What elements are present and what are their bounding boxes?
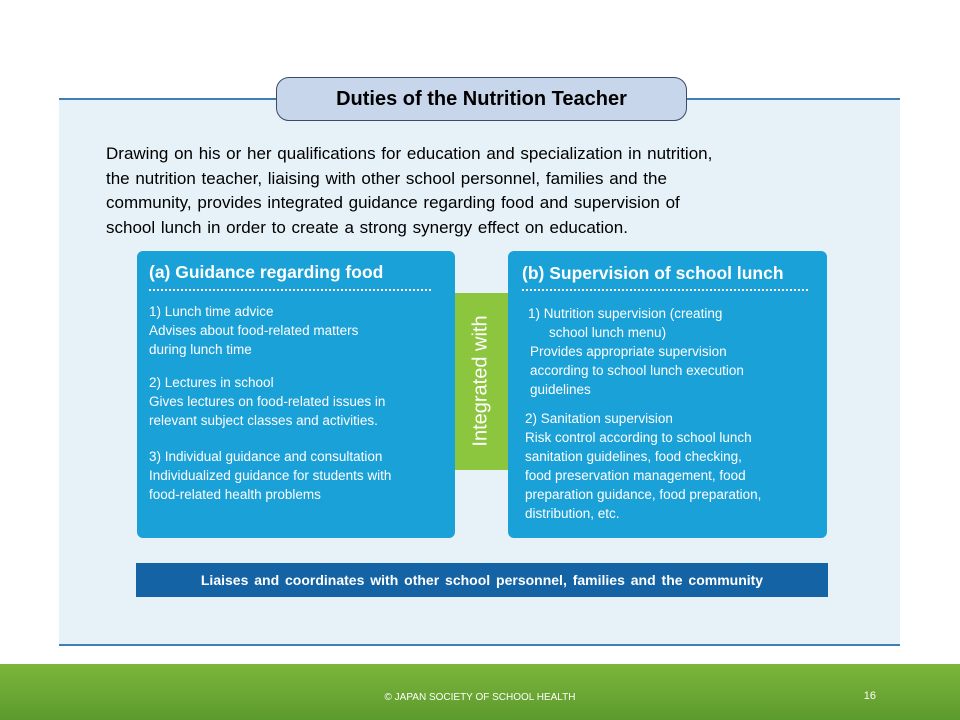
item-heading: 1) Nutrition supervision (creating xyxy=(528,306,723,321)
item-heading: 2) Sanitation supervision xyxy=(525,411,673,426)
intro-paragraph xyxy=(106,142,866,240)
page-number: 16 xyxy=(863,690,876,702)
copyright-text: © JAPAN SOCIETY OF SCHOOL HEALTH xyxy=(384,692,576,703)
item-heading: 2) Lectures in school xyxy=(149,375,274,390)
slide-title-text: Duties of the Nutrition Teacher xyxy=(336,87,627,110)
item-text: Advises about food-related matters xyxy=(149,323,359,338)
item-text: food preservation management, food xyxy=(525,468,746,483)
item-heading: 3) Individual guidance and consultation xyxy=(149,449,383,464)
intro-line: community, provides integrated guidance regarding food and supervision of xyxy=(106,193,680,212)
liaise-bar xyxy=(136,563,828,597)
item-heading: 1) Lunch time advice xyxy=(149,304,274,319)
connector-label: Integrated with xyxy=(469,315,492,447)
intro-line: Drawing on his or her qualifications for education and specialization in nutrition, xyxy=(106,144,713,163)
intro-line: school lunch in order to create a strong synergy effect on education. xyxy=(106,217,628,237)
item-text: distribution, etc. xyxy=(525,506,620,521)
liaise-text: Liaises and coordinates with other school personnel, families and the community xyxy=(200,572,764,588)
supervision-item-sanitation xyxy=(525,409,761,523)
item-text: Risk control according to school lunch xyxy=(525,430,752,445)
item-text: Individualized guidance for students with xyxy=(149,468,392,483)
item-text: relevant subject classes and activities. xyxy=(149,413,378,428)
item-text: food-related health problems xyxy=(149,487,321,502)
guidance-item-lectures xyxy=(149,373,385,430)
dotted-divider xyxy=(522,289,808,291)
item-text: according to school lunch execution xyxy=(530,363,744,378)
item-text: Gives lectures on food-related issues in xyxy=(149,394,386,409)
supervision-box xyxy=(508,251,827,538)
guidance-box xyxy=(137,251,455,538)
intro-line: the nutrition teacher, liaising with other school personnel, families and the xyxy=(106,168,667,188)
item-text: during lunch time xyxy=(149,342,252,357)
supervision-box-title: (b) Supervision of school lunch xyxy=(522,263,784,283)
guidance-item-individual xyxy=(149,447,391,504)
item-text: Provides appropriate supervision xyxy=(530,344,727,359)
item-text: guidelines xyxy=(530,382,591,397)
dotted-divider xyxy=(149,289,431,291)
item-text: preparation guidance, food preparation, xyxy=(525,487,762,502)
footer-bar xyxy=(0,664,960,720)
slide-title xyxy=(276,77,687,121)
guidance-box-title: (a) Guidance regarding food xyxy=(149,262,384,282)
item-heading-cont: school lunch menu) xyxy=(549,325,667,340)
supervision-item-nutrition xyxy=(528,304,744,399)
item-text: sanitation guidelines, food checking, xyxy=(525,449,742,464)
guidance-item-lunch-advice xyxy=(149,302,358,359)
